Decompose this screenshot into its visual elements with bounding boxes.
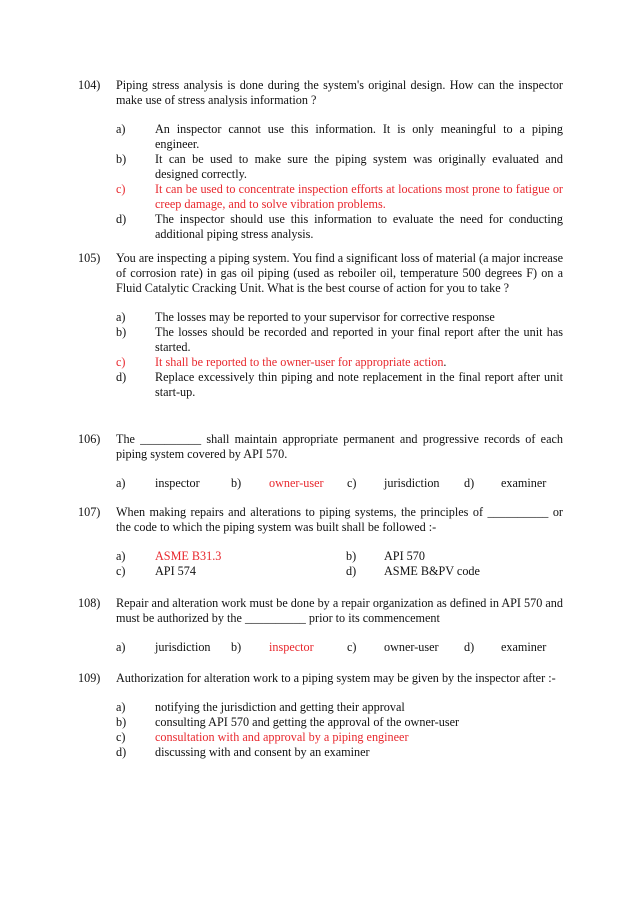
option-a [116, 700, 563, 715]
option-text: discussing with and consent by an examiner [155, 745, 370, 759]
option-letter: c) [116, 564, 126, 578]
option-b [116, 715, 563, 730]
option-letter: b) [116, 325, 127, 339]
question-109 [78, 671, 563, 760]
question-106 [78, 432, 563, 491]
option-letter: a) [116, 549, 126, 563]
option-letter: a) [116, 122, 126, 136]
option-letter: c) [347, 640, 357, 654]
question-104 [78, 78, 563, 242]
option-list [116, 700, 563, 760]
option-text: jurisdiction [155, 640, 211, 654]
option-text: owner-user [384, 640, 439, 654]
question-107 [78, 505, 563, 579]
option-text: API 570 [384, 549, 425, 563]
option-letter: b) [231, 476, 242, 490]
option-letter: a) [116, 700, 126, 714]
question-text: The __________ shall maintain appropriate permanent and progressive records of each piping system covered by API 570. [116, 432, 563, 461]
option-letter: d) [464, 476, 475, 490]
option-text: jurisdiction [384, 476, 440, 490]
option-letter: d) [116, 370, 127, 384]
question-105 [78, 251, 563, 400]
question-number: 104) [78, 78, 101, 92]
option-letter: b) [346, 549, 357, 563]
option-letter: a) [116, 476, 126, 490]
option-letter: c) [116, 182, 126, 196]
option-text: consulting API 570 and getting the approval of the owner-user [155, 715, 460, 729]
option-b [116, 152, 563, 182]
option-text: examiner [501, 640, 547, 654]
option-a [116, 310, 563, 325]
option-text: ASME B&PV code [384, 564, 480, 578]
option-a [116, 122, 563, 152]
option-row [116, 476, 563, 491]
question-text: When making repairs and alterations to piping systems, the principles of __________ or the code to which the piping system was built shall be followed :- [116, 505, 563, 534]
option-text: examiner [501, 476, 547, 490]
option-list [116, 310, 563, 400]
option-b [116, 325, 563, 355]
question-number: 105) [78, 251, 101, 265]
option-c-correct-answer [116, 730, 563, 745]
option-list [116, 122, 563, 242]
option-letter: a) [116, 640, 126, 654]
option-letter: c) [116, 730, 126, 744]
question-number: 106) [78, 432, 101, 446]
question-number: 109) [78, 671, 101, 685]
option-letter: c) [116, 355, 126, 369]
option-letter: d) [464, 640, 475, 654]
option-letter: b) [116, 715, 127, 729]
question-text: You are inspecting a piping system. You find a significant loss of material (a major increase of corrosion rate) in gas oil piping (used as reboiler oil, temperature 500 degrees F) on a Fluid Catalytic Cracking Unit. What is the best course of action for you to take ? [116, 251, 563, 295]
option-text-wrap [155, 355, 563, 370]
question-number: 108) [78, 596, 101, 610]
option-d [116, 212, 563, 242]
option-d [116, 370, 563, 400]
option-text: Replace excessively thin piping and note replacement in the final report after unit start-up. [155, 370, 563, 399]
option-text-correct-answer: owner-user [269, 476, 324, 490]
question-text: Authorization for alteration work to a piping system may be given by the inspector after :- [116, 671, 556, 685]
option-text: It shall be reported to the owner-user for appropriate action [155, 355, 444, 369]
option-text: inspector [155, 476, 200, 490]
option-text: The inspector should use this information to evaluate the need for conducting additional piping stress analysis. [155, 212, 563, 241]
option-d [116, 745, 563, 760]
option-text: The losses should be recorded and reported in your final report after the unit has started. [155, 325, 563, 354]
option-letter: d) [116, 212, 127, 226]
question-text: Piping stress analysis is done during the system's original design. How can the inspector make use of stress analysis information ? [116, 78, 563, 107]
option-text: It can be used to concentrate inspection efforts at locations most prone to fatigue or creep damage, and to solve vibration problems. [155, 182, 563, 211]
option-c-correct-answer [116, 182, 563, 212]
option-text-correct-answer: ASME B31.3 [155, 549, 222, 563]
option-text: notifying the jurisdiction and getting their approval [155, 700, 405, 714]
option-letter: c) [347, 476, 357, 490]
option-text: API 574 [155, 564, 196, 578]
question-108 [78, 596, 563, 655]
question-number: 107) [78, 505, 101, 519]
option-text: The losses may be reported to your supervisor for corrective response [155, 310, 495, 324]
option-letter: d) [346, 564, 357, 578]
option-letter: b) [231, 640, 242, 654]
option-grid [116, 549, 563, 579]
option-letter: b) [116, 152, 127, 166]
option-text: An inspector cannot use this information. It is only meaningful to a piping engineer. [155, 122, 563, 151]
option-text: It can be used to make sure the piping system was originally evaluated and designed correctly. [155, 152, 563, 181]
option-c-correct-answer [116, 355, 563, 370]
option-text: consultation with and approval by a piping engineer [155, 730, 409, 744]
option-letter: a) [116, 310, 126, 324]
option-row [116, 640, 563, 655]
option-text-correct-answer: inspector [269, 640, 314, 654]
question-text: Repair and alteration work must be done by a repair organization as defined in API 570 and must be authorized by the __________ prior to its commencement [116, 596, 563, 625]
option-letter: d) [116, 745, 127, 759]
option-trailing-period: . [443, 355, 447, 369]
